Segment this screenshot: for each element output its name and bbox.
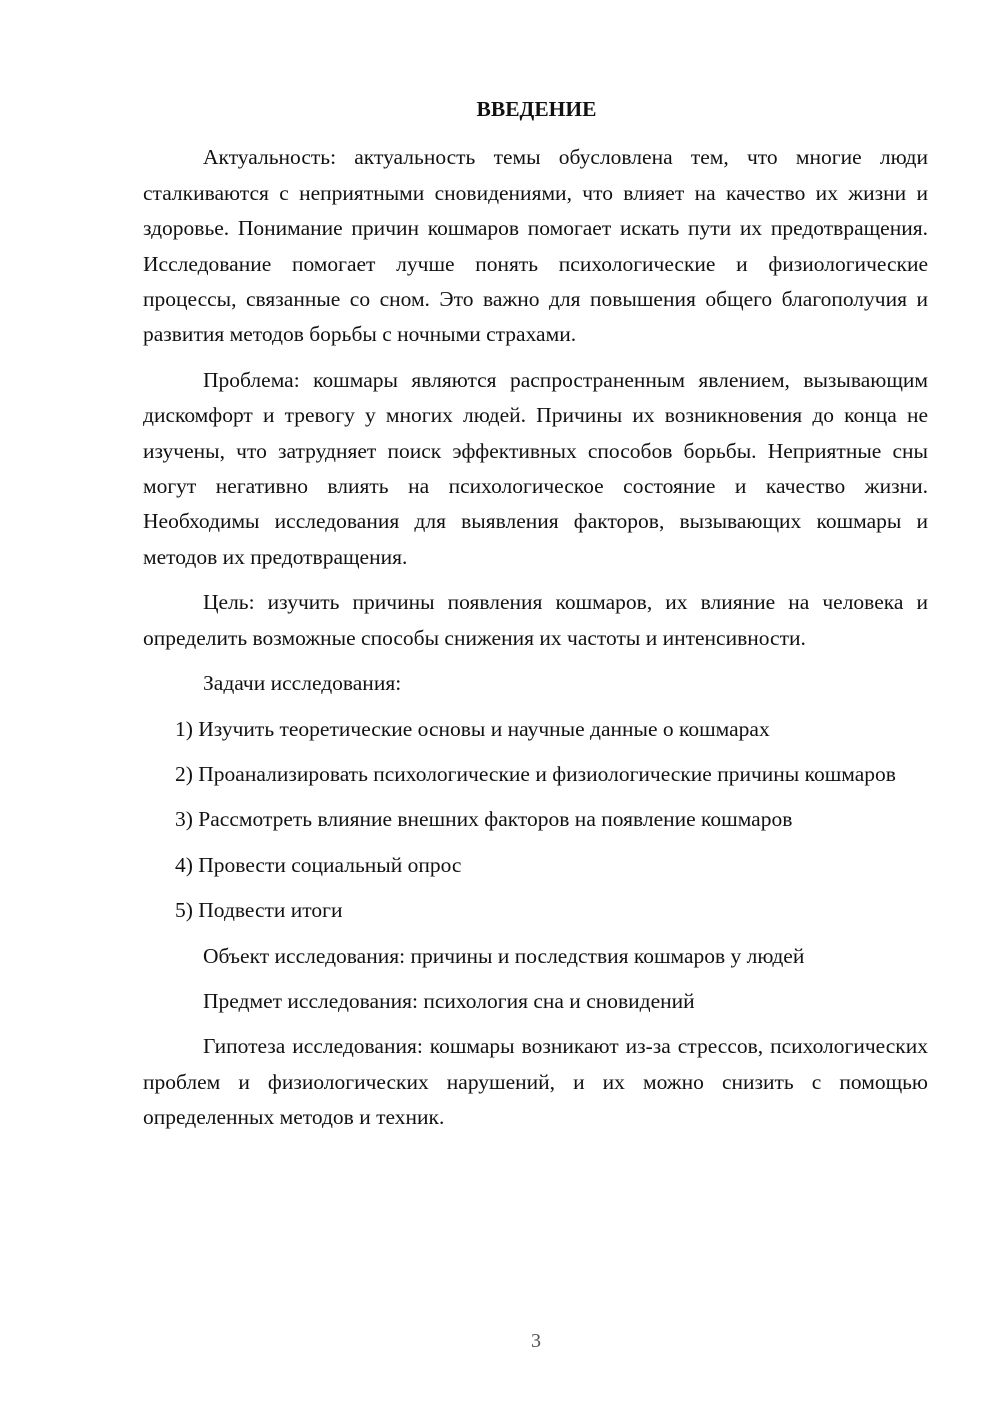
page-content (143, 92, 928, 1146)
tasks-heading: Задачи исследования: (203, 671, 402, 696)
task-item-5: 5) Подвести итоги (175, 898, 343, 923)
task-item-2: 2) Проанализировать психологические и физиологические причины кошмаров (175, 761, 896, 786)
paragraph-object: Объект исследования: причины и последствия кошмаров у людей (203, 943, 805, 968)
task-item-3: 3) Рассмотреть влияние внешних факторов на появление кошмаров (175, 807, 793, 832)
paragraph-goal: Цель: изучить причины появления кошмаров, их влияние на человека и определить возможные способы снижения их частоты и интенсивности. (143, 590, 928, 650)
task-item-4: 4) Провести социальный опрос (175, 852, 462, 877)
task-item-1: 1) Изучить теоретические основы и научные данные о кошмарах (175, 716, 770, 741)
section-title: ВВЕДЕНИЕ (476, 97, 597, 121)
paragraph-subject: Предмет исследования: психология сна и сновидений (203, 988, 695, 1013)
page-number: 3 (531, 1330, 541, 1352)
paragraph-problem: Проблема: кошмары являются распространенным явлением, вызывающим дискомфорт и тревогу у многих людей. Причины их возникновения до конца не изучены, что затрудняет поиск эффективных способов борьбы. Неприятные сны могут негативно влиять на психологическое состояние и качество жизни. Необходимы исследования для выявления факторов, вызывающих кошмары и методов их предотвращения. (143, 367, 928, 569)
paragraph-relevance: Актуальность: актуальность темы обусловлена тем, что многие люди сталкиваются с неприятными сновидениями, что влияет на качество их жизни и здоровье. Понимание причин кошмаров помогает искать пути их предотвращения. Исследование помогает лучше понять психологические и физиологические процессы, связанные со сном. Это важно для повышения общего благополучия и развития методов борьбы с ночными страхами. (143, 145, 928, 347)
paragraph-hypothesis: Гипотеза исследования: кошмары возникают из-за стрессов, психологических проблем и физиологических нарушений, и их можно снизить с помощью определенных методов и техник. (143, 1034, 928, 1130)
